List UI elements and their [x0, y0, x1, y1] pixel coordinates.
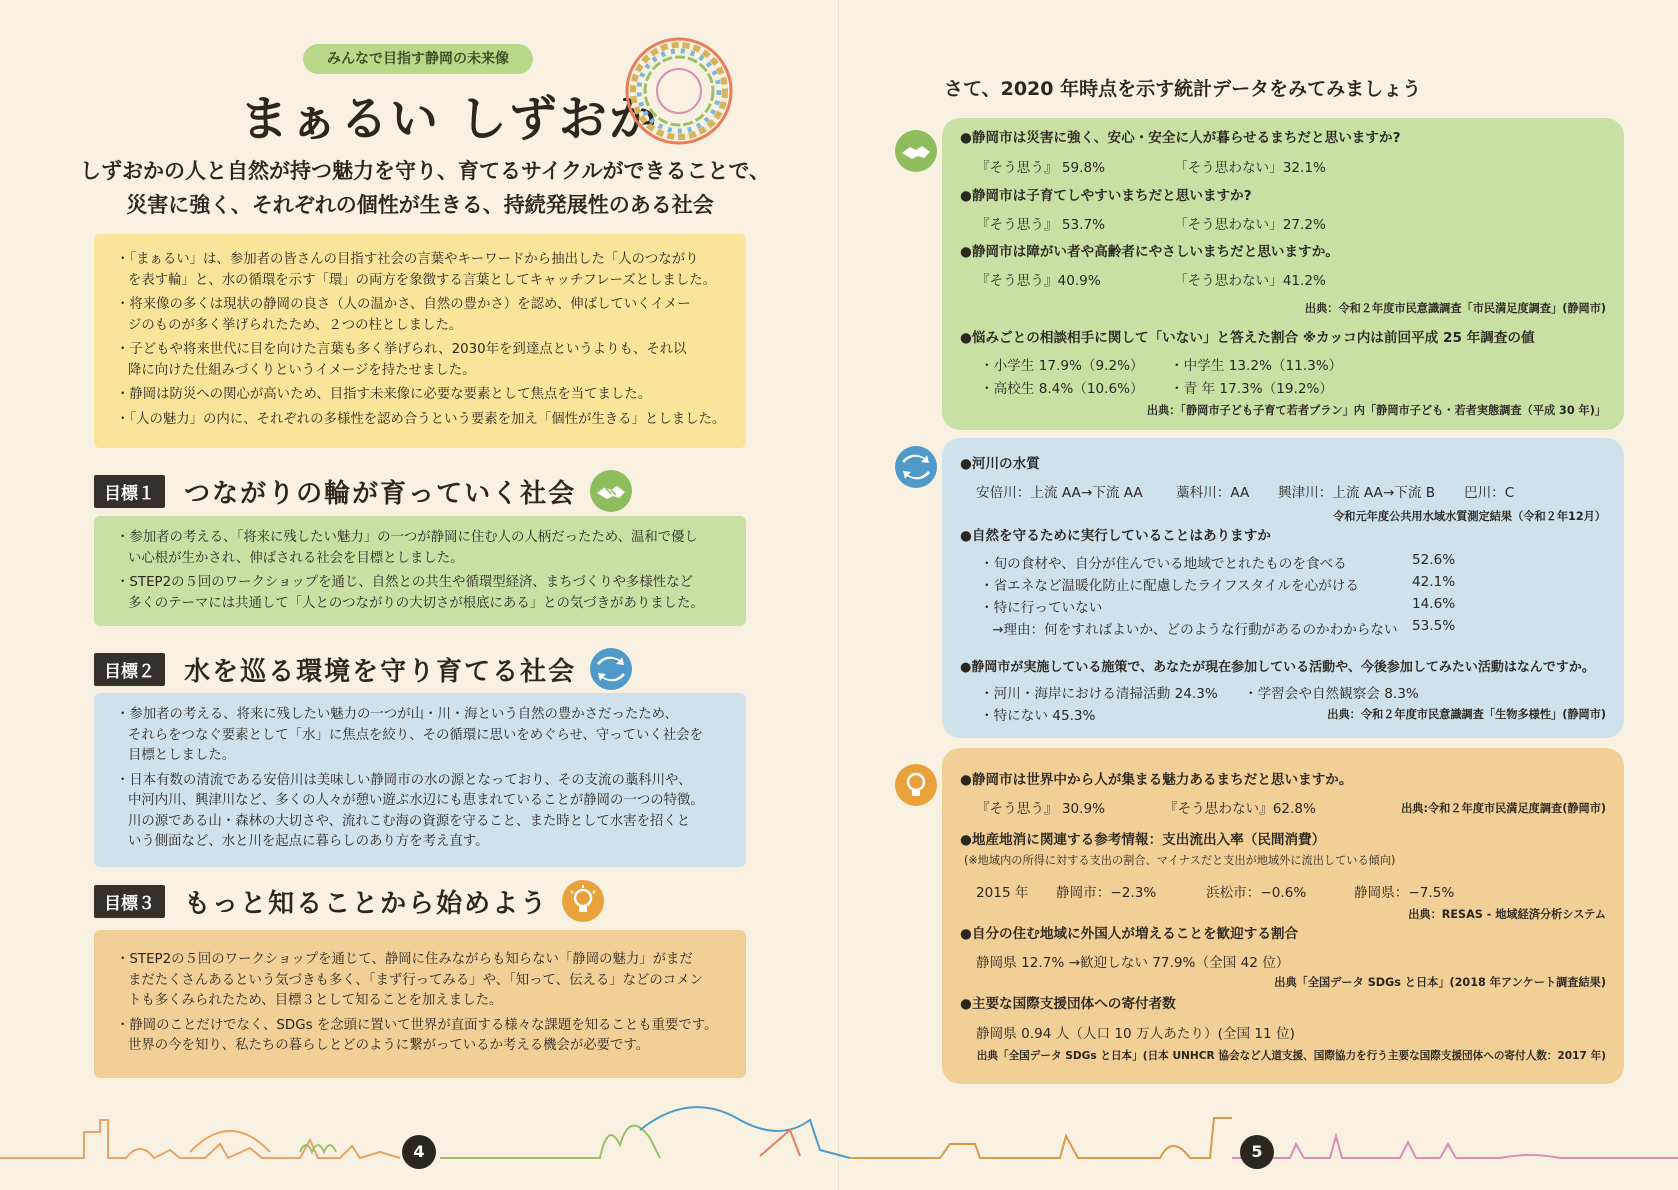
local-shizuoka-city: 静岡市：−2.3%	[1056, 885, 1157, 901]
counselor-high-school: ・高校生 8.4%（10.6%）	[980, 381, 1144, 397]
river-okitsu: 興津川：上流 AA→下流 B	[1278, 485, 1436, 501]
stats-section-knowledge	[942, 748, 1624, 1084]
childcare-no: 「そう思わない」27.2%	[1174, 217, 1326, 233]
goal3-heading	[94, 879, 605, 923]
intro-explanation-box	[94, 234, 746, 448]
future-vision-pill: みんなで目指す静岡の未来像	[303, 44, 533, 74]
statistics-heading: さて、2020 年時点を示す統計データをみてみましょう	[944, 78, 1422, 100]
accessibility-no: 「そう思わない」41.2%	[1174, 273, 1326, 289]
counselor-youth: ・青 年 17.3%（19.2%）	[1170, 381, 1333, 397]
lightbulb-icon	[894, 763, 938, 807]
local-consumption-heading: ●地産地消に関連する参考情報：支出流出入率（民間消費）	[960, 832, 1326, 848]
survey-question-counselor: ●悩みごとの相談相手に関して「いない」と答えた割合 ※カッコ内は前回平成 25 年調査の値	[960, 330, 1535, 346]
accessibility-yes: 『そう思う』40.9%	[976, 273, 1101, 289]
goal1-box	[94, 516, 746, 626]
goal3-tag: 目標３	[94, 885, 165, 918]
nature-item-value: 14.6%	[1412, 596, 1456, 612]
river-abe: 安倍川：上流 AA→下流 AA	[976, 485, 1143, 501]
donor-value: 静岡県 0.94 人（人口 10 万人あたり）(全国 11 位)	[976, 1026, 1295, 1042]
nature-item-value: 42.1%	[1412, 574, 1456, 590]
page-spread-divider	[838, 0, 839, 1190]
source-note: 出典:令和２年度市民満足度調査(静岡市)	[1401, 802, 1606, 815]
lightbulb-icon	[561, 879, 605, 923]
goal2-bullet: ・参加者の考える、将来に残したい魅力の一つが山・川・海という自然の豊かさだったため、 それらをつなぐ要素として「水」に焦点を絞り、その循環に思いをめぐらせ、守っていく社会を 目標としました。	[116, 707, 703, 763]
maaru-ring-logo	[618, 30, 740, 152]
intro-bullet: ・「人の魅力」の内に、それぞれの多様性を認め合うという要素を加え「個性が生きる」としました。	[116, 411, 726, 427]
goal3-bullet: ・静岡のことだけでなく、SDGs を念頭に置いて世界が直面する様々な課題を知ることも重要です。 世界の今を知り、私たちの暮らしとどのように繋がっているか考える機会が必要です。	[116, 1017, 718, 1053]
city-skyline-illustration	[0, 1090, 1678, 1190]
source-note: 令和元年度公共用水域水質測定結果（令和２年12月）	[1333, 510, 1606, 523]
stats-section-water	[942, 438, 1624, 738]
river-tomoe: 巴川：C	[1464, 485, 1515, 501]
goal1-bullet: ・参加者の考える、「将来に残したい魅力」の一つが静岡に住む人の人柄だったため、温和で優し い心根が生かされ、伸ばされる社会を目標としました。	[116, 530, 698, 566]
goal1-heading	[94, 469, 633, 513]
local-shizuoka-pref: 静岡県：−7.5%	[1354, 885, 1455, 901]
donor-heading: ●主要な国際支援団体への寄付者数	[960, 996, 1176, 1012]
source-note: 出典：「静岡市子ども子育て若者プラン」内「静岡市子ども・若者実態調査（平成 30 年)」	[1146, 404, 1606, 417]
activity-none: ・特にない 45.3%	[980, 708, 1096, 724]
activity-nature-study: ・学習会や自然観察会 8.3%	[1244, 686, 1419, 702]
stats-section-bonds	[942, 118, 1624, 430]
intro-bullet: ・将来像の多くは現状の静岡の良さ（人の温かさ、自然の豊かさ）を認め、伸ばしていくイメー ジのものが多く挙げられたため、２つの柱としました。	[116, 297, 691, 333]
goal3-bullet: ・STEP2の５回のワークショップを通じて、静岡に住みながらも知らない「静岡の魅力」がまだ まだたくさんあるという気づきも多く、「まず行ってみる」や、「知って、伝える」などのコメン トも多くみられたため、目標３として知ることを加えました。	[116, 952, 703, 1008]
local-year: 2015 年	[976, 885, 1029, 901]
intro-bullet: ・子どもや将来世代に目を向けた言葉も多く挙げられ、2030年を到達点というよりも、それ以 降に向けた仕組みづくりというイメージを持たせました。	[116, 342, 687, 378]
page-title: まぁるい しずおか	[240, 91, 659, 147]
source-note: 出典：令和２年度市民意識調査「市民満足度調査」(静岡市)	[1304, 302, 1606, 315]
water-cycle-icon	[894, 445, 938, 489]
goal1-bullet: ・STEP2の５回のワークショップを通じ、自然との共生や循環型経済、まちづくりや多様性など 多くのテーマには共通して「人とのつながりの大切さが根底にある」との気づきがありました。	[116, 575, 704, 611]
goal2-box	[94, 693, 746, 867]
goal1-title: つながりの輪が育っていく社会	[184, 478, 577, 509]
source-note: 出典：令和２年度市民意識調査「生物多様性」(静岡市)	[1327, 708, 1606, 721]
goal2-tag: 目標２	[94, 653, 165, 686]
survey-question-attractiveness: ●静岡市は世界中から人が集まる魅力あるまちだと思いますか。	[960, 772, 1353, 788]
goal3-box	[94, 930, 746, 1078]
intro-bullet: ・静岡は防災への関心が高いため、目指す未来像に必要な要素として焦点を当てました。	[116, 387, 652, 402]
goal3-title: もっと知ることから始めよう	[184, 888, 549, 919]
nature-item-label: →理由：何をすればよいか、どのような行動があるのかわからない	[992, 622, 1398, 638]
nature-item-value: 52.6%	[1412, 552, 1456, 568]
local-consumption-note: (※地域内の所得に対する支出の割合、マイナスだと支出が地域外に流出している傾向)	[964, 854, 1396, 867]
goal1-tag: 目標１	[94, 475, 165, 508]
survey-question-childcare: ●静岡市は子育てしやすいまちだと思いますか?	[960, 188, 1252, 204]
childcare-yes: 『そう思う』 53.7%	[976, 217, 1106, 233]
nature-action-heading: ●自然を守るために実行していることはありますか	[960, 528, 1271, 544]
nature-item-label: ・特に行っていない	[980, 600, 1103, 616]
river-warashina: 藁科川：AA	[1176, 485, 1250, 501]
handshake-icon	[894, 129, 938, 173]
subtitle-line-2: 災害に強く、それぞれの個性が生きる、持続発展性のある社会	[126, 193, 714, 217]
safety-yes: 『そう思う』 59.8%	[976, 160, 1106, 176]
page-number-left: 4	[402, 1135, 436, 1169]
intro-bullet: ・「まぁるい」は、参加者の皆さんの目指す社会の言葉やキーワードから抽出した「人のつながり を表す輪」と、水の循環を示す「環」の両方を象徴する言葉としてキャッチフレーズとしました。	[116, 252, 716, 288]
nature-item-label: ・旬の食材や、自分が住んでいる地域でとれたものを食べる	[980, 556, 1347, 572]
water-cycle-icon	[589, 647, 633, 691]
goal2-heading	[94, 647, 633, 691]
river-quality-heading: ●河川の水質	[960, 456, 1040, 472]
attractiveness-no: 『そう思わない』62.8%	[1164, 801, 1316, 817]
survey-question-accessibility: ●静岡市は障がい者や高齢者にやさしいまちだと思いますか。	[960, 244, 1339, 260]
page-number-right: 5	[1240, 1135, 1274, 1169]
counselor-elementary: ・小学生 17.9%（9.2%）	[980, 358, 1144, 374]
source-note: 出典：RESAS - 地域経済分析システム	[1408, 908, 1606, 921]
safety-no: 「そう思わない」32.1%	[1174, 160, 1326, 176]
goal2-bullet: ・日本有数の清流である安倍川は美味しい静岡市の水の源となっており、その支流の藁科川や、 中河内川、興津川など、多くの人々が憩い遊ぶ水辺にも恵まれていることが静岡の一つの特徴。 川の源である山・森林の大切さや、流れこむ海の資源を守ること、また時として水害を招くと いう側面など、水と川を起点に暮らしのあり方を考え直す。	[116, 772, 704, 849]
foreigner-welcome-heading: ●自分の住む地域に外国人が増えることを歓迎する割合	[960, 926, 1299, 942]
source-note: 出典「全国データ SDGs と日本」(日本 UNHCR 協会など人道支援、国際協力を行う主要な国際支援団体への寄付人数：2017 年)	[976, 1050, 1606, 1062]
subtitle-line-1: しずおかの人と自然が持つ魅力を守り、育てるサイクルができることで、	[80, 159, 771, 183]
handshake-icon	[589, 469, 633, 513]
goal2-title: 水を巡る環境を守り育てる社会	[184, 656, 577, 687]
nature-item-label: ・省エネなど温暖化防止に配慮したライフスタイルを心がける	[980, 578, 1359, 594]
local-hamamatsu: 浜松市：−0.6%	[1206, 885, 1307, 901]
attractiveness-yes: 『そう思う』 30.9%	[976, 801, 1106, 817]
vision-subtitle	[80, 154, 771, 222]
survey-question-safety: ●静岡市は災害に強く、安心・安全に人が暮らせるまちだと思いますか?	[960, 130, 1401, 146]
activity-heading: ●静岡市が実施している施策で、あなたが現在参加している活動や、今後参加してみたい活動はなんですか。	[960, 660, 1595, 675]
counselor-junior-high: ・中学生 13.2%（11.3%）	[1170, 358, 1343, 374]
nature-item-value: 53.5%	[1412, 618, 1456, 634]
source-note: 出典「全国データ SDGs と日本」(2018 年アンケート調査結果)	[1274, 976, 1606, 989]
foreigner-welcome-value: 静岡県 12.7% →歓迎しない 77.9%（全国 42 位）	[976, 955, 1290, 971]
activity-cleanup: ・河川・海岸における清掃活動 24.3%	[980, 686, 1218, 702]
